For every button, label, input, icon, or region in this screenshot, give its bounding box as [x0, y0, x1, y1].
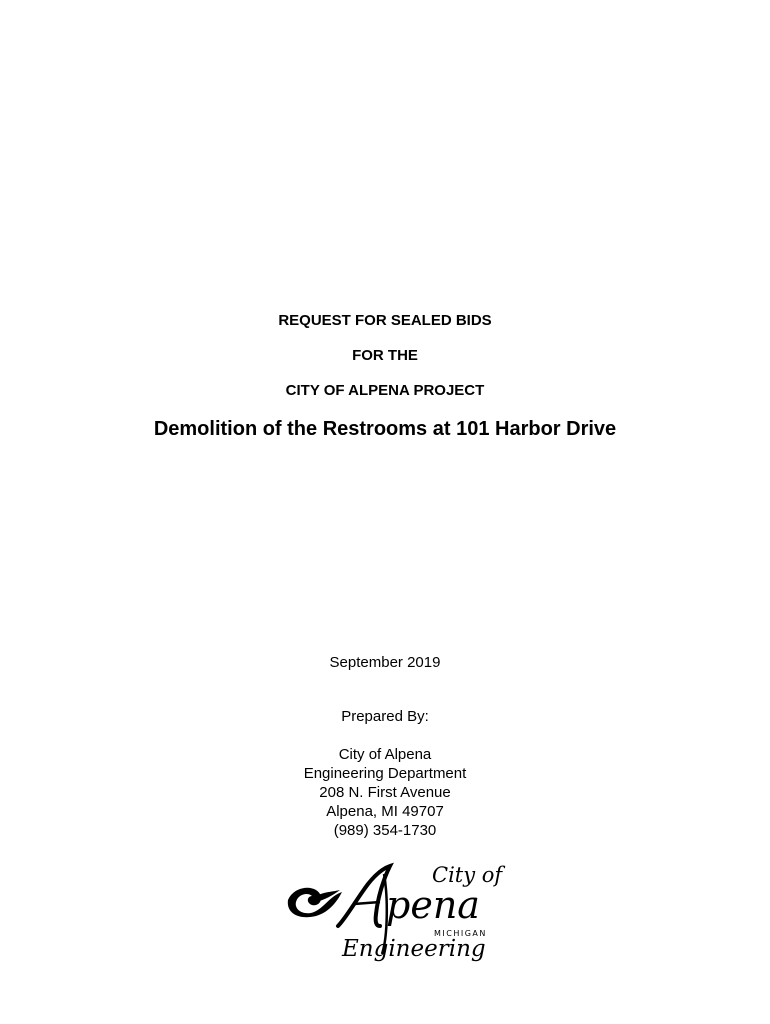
address-street: 208 N. First Avenue [319, 784, 451, 801]
address-org: City of Alpena [338, 746, 432, 763]
request-heading: REQUEST FOR SEALED BIDS [278, 312, 492, 329]
city-of-alpena-engineering-logo [280, 856, 510, 966]
address-block [0, 745, 770, 840]
svg-text:Engineering: Engineering [342, 936, 486, 962]
for-the-heading: FOR THE [352, 347, 418, 364]
wave-swirl-icon [288, 888, 342, 917]
project-title: Demolition of the Restrooms at 101 Harbor Drive [153, 418, 617, 440]
address-dept: Engineering Department [303, 765, 467, 782]
document-date: September 2019 [329, 654, 441, 671]
city-project-heading: CITY OF ALPENA PROJECT [285, 382, 485, 399]
svg-text:MICHIGAN: MICHIGAN [434, 929, 487, 938]
svg-text:City of: City of [432, 863, 503, 887]
svg-text:pena: pena [386, 883, 480, 927]
prepared-by-label: Prepared By: [341, 708, 429, 725]
script-a-glyph [338, 866, 390, 926]
address-phone: (989) 354-1730 [333, 822, 437, 839]
address-city: Alpena, MI 49707 [326, 803, 444, 820]
